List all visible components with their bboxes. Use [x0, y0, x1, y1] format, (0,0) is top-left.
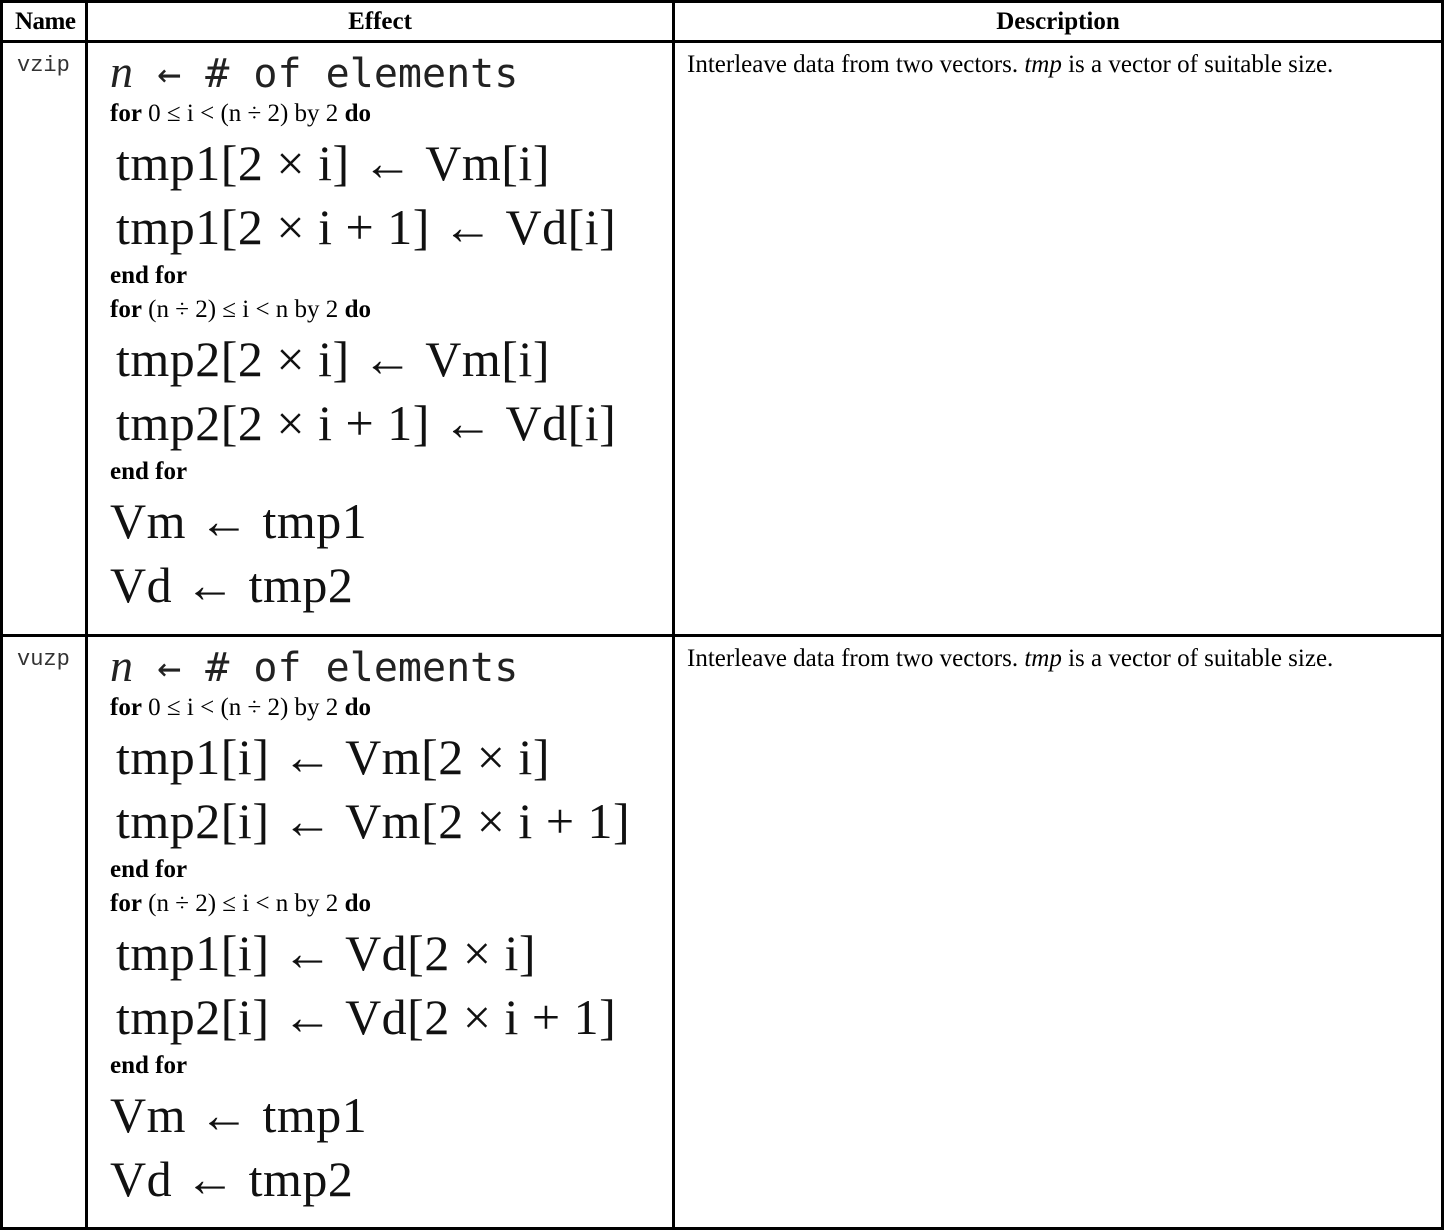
assignment-statement: tmp2[i] ← Vd[2 × i + 1] [116, 988, 617, 1045]
description-text: Interleave data from two vectors. tmp is a vector of suitable size. [674, 42, 1443, 636]
end-for: end for [110, 855, 188, 883]
effect-header: Effect [87, 2, 674, 42]
description-text: Interleave data from two vectors. tmp is a vector of suitable size. [674, 635, 1443, 1229]
assignment-statement: tmp2[2 × i] ← Vm[i] [116, 331, 550, 387]
effect-pseudocode [87, 635, 674, 1229]
description-header: Description [674, 2, 1443, 42]
end-for: end for [110, 1051, 188, 1079]
element-count-line: n ← # of elements [110, 639, 519, 691]
element-count-line: n ← # of elements [110, 46, 519, 97]
assignment-statement: tmp1[i] ← Vm[2 × i] [116, 728, 550, 785]
for-loop-header: for 0 ≤ i < (n ÷ 2) by 2 do [110, 100, 371, 127]
name-header: Name [2, 2, 87, 42]
table-row [2, 635, 1443, 1229]
instruction-name: vzip [2, 42, 87, 636]
header-row [2, 2, 1443, 42]
assignment-statement: tmp1[i] ← Vd[2 × i] [116, 924, 537, 981]
instruction-name: vuzp [2, 635, 87, 1229]
final-assignment: Vd ← tmp2 [110, 1150, 354, 1207]
final-assignment: Vm ← tmp1 [110, 493, 368, 549]
assignment-statement: tmp2[2 × i + 1] ← Vd[i] [116, 395, 617, 451]
effect-pseudocode [87, 42, 674, 636]
for-loop-header: for (n ÷ 2) ≤ i < n by 2 do [110, 296, 371, 323]
final-assignment: Vm ← tmp1 [110, 1086, 368, 1143]
for-loop-header: for 0 ≤ i < (n ÷ 2) by 2 do [110, 693, 371, 721]
end-for: end for [110, 458, 188, 485]
table-row [2, 42, 1443, 636]
for-loop-header: for (n ÷ 2) ≤ i < n by 2 do [110, 889, 371, 917]
end-for: end for [110, 262, 188, 289]
assignment-statement: tmp1[2 × i] ← Vm[i] [116, 135, 550, 191]
assignment-statement: tmp2[i] ← Vm[2 × i + 1] [116, 792, 631, 849]
assignment-statement: tmp1[2 × i + 1] ← Vd[i] [116, 199, 617, 255]
final-assignment: Vd ← tmp2 [110, 557, 354, 613]
